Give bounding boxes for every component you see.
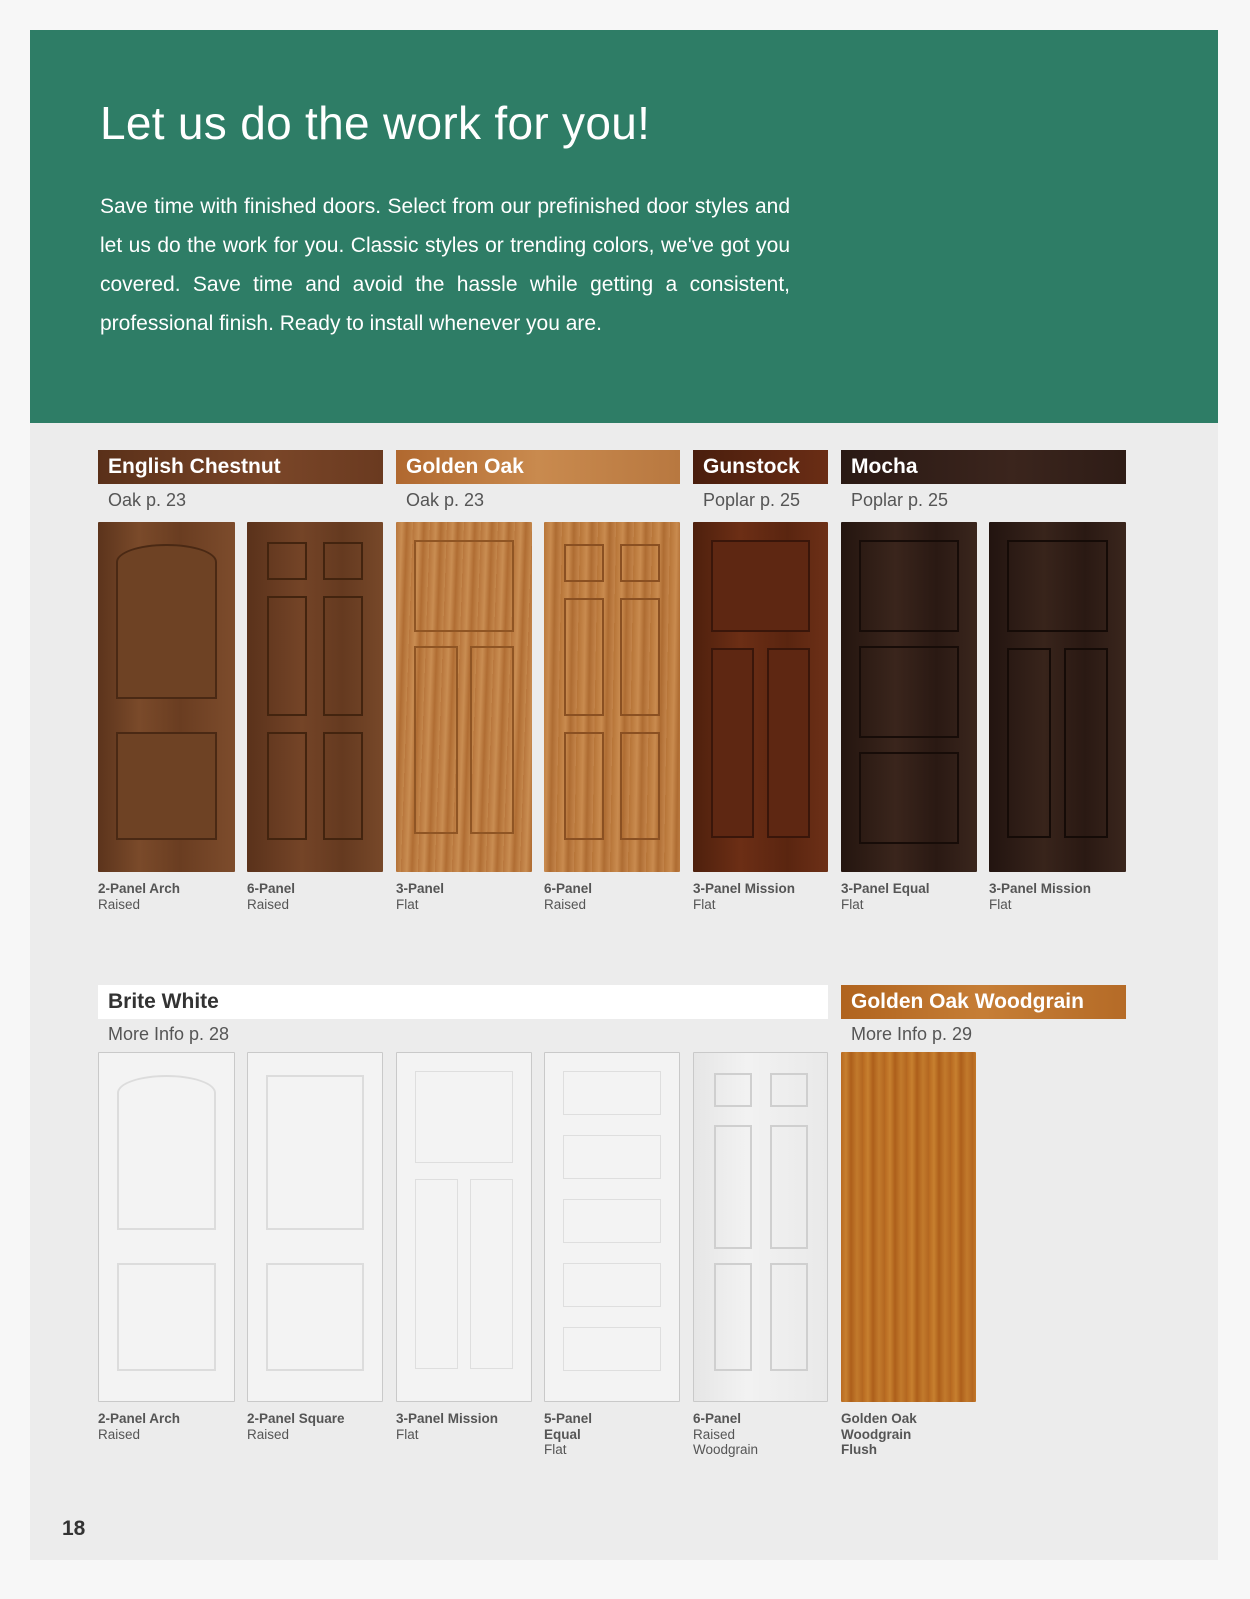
door-panel <box>620 732 660 840</box>
hero-banner <box>30 30 1218 423</box>
door-english-chestnut-6-panel <box>247 522 383 872</box>
finish-name: Golden Oak Woodgrain <box>851 990 1084 1013</box>
door-panel <box>711 540 810 632</box>
door-panel <box>770 1125 808 1249</box>
door-style: 3-Panel Mission <box>396 1411 499 1426</box>
door-brite-white-2-panel-arch <box>98 1052 235 1402</box>
door-detail: Flush <box>841 1442 877 1457</box>
door-panel <box>563 1199 661 1243</box>
door-panel <box>564 598 604 716</box>
door-detail: Raised <box>544 896 587 912</box>
door-detail: Raised <box>693 1426 736 1442</box>
door-panel <box>770 1263 808 1371</box>
door-golden-oak-3-panel <box>396 522 532 872</box>
door-panel <box>415 1179 458 1369</box>
door-panel <box>859 540 959 632</box>
door-style: 3-Panel Equal <box>841 881 930 896</box>
door-brite-white-3-panel-mission <box>396 1052 532 1402</box>
door-panel <box>1007 648 1051 838</box>
door-detail: Flat <box>693 896 716 912</box>
door-panel <box>563 1263 661 1307</box>
finish-header-golden-oak <box>396 450 680 484</box>
door-panel <box>267 732 307 840</box>
page-title: Let us do the work for you! <box>100 97 651 149</box>
door-detail: Flat <box>396 896 419 912</box>
door-panel <box>859 646 959 738</box>
door-panel <box>414 646 458 834</box>
finish-name: English Chestnut <box>108 455 281 478</box>
door-panel <box>770 1073 808 1107</box>
door-detail: Raised <box>98 1426 141 1442</box>
finish-subtitle: More Info p. 29 <box>851 1024 973 1044</box>
door-detail: Raised <box>247 896 290 912</box>
door-caption <box>544 881 592 912</box>
door-style: 3-Panel <box>396 881 445 896</box>
door-caption <box>98 1411 180 1442</box>
door-style: 6-Panel <box>247 881 296 896</box>
finish-name: Brite White <box>108 990 219 1013</box>
door-panel <box>564 732 604 840</box>
door-style: 2-Panel Arch <box>98 881 181 896</box>
finish-name: Golden Oak <box>406 455 524 478</box>
door-style: 3-Panel Mission <box>989 881 1092 896</box>
door-panel <box>117 1263 216 1371</box>
door-brite-white-5-panel-equal <box>544 1052 680 1402</box>
door-caption <box>247 1411 345 1442</box>
door-caption <box>693 1411 758 1458</box>
door-style: 3-Panel Mission <box>693 881 796 896</box>
finish-header-english-chestnut <box>98 450 383 484</box>
door-panel <box>116 732 217 840</box>
door-detail: Flat <box>396 1426 419 1442</box>
door-panel <box>767 648 810 838</box>
door-panel <box>564 544 604 582</box>
door-panel <box>470 646 514 834</box>
door-panel <box>323 542 363 580</box>
door-panel <box>1007 540 1108 632</box>
door-detail: Woodgrain <box>693 1442 759 1457</box>
door-panel <box>1064 648 1108 838</box>
door-panel <box>323 732 363 840</box>
door-english-chestnut-2-panel-arch <box>98 522 235 872</box>
door-brite-white-6-panel-woodgrain <box>693 1052 828 1402</box>
door-panel <box>470 1179 513 1369</box>
door-style: 2-Panel Square <box>247 1411 345 1426</box>
door-mocha-3-panel-equal <box>841 522 977 872</box>
door-panel <box>563 1327 661 1371</box>
door-panel <box>415 1071 513 1163</box>
door-panel <box>714 1073 752 1107</box>
door-detail: Woodgrain <box>841 1426 912 1442</box>
door-caption <box>98 881 180 912</box>
door-caption <box>693 881 795 912</box>
door-gunstock-3-panel-mission <box>693 522 828 872</box>
door-detail: Raised <box>98 896 141 912</box>
finish-header-mocha <box>841 450 1126 484</box>
door-detail: Flat <box>544 1442 567 1457</box>
finish-header-brite-white <box>98 985 828 1019</box>
door-panel <box>267 596 307 716</box>
finish-subtitle: Poplar p. 25 <box>703 490 801 510</box>
door-caption <box>841 1411 917 1458</box>
door-detail: Flat <box>989 896 1012 912</box>
door-panel <box>714 1125 752 1249</box>
door-caption <box>989 881 1091 912</box>
door-panel <box>711 648 754 838</box>
door-caption <box>544 1411 592 1458</box>
door-panel <box>563 1135 661 1179</box>
finish-subtitle: More Info p. 28 <box>108 1024 230 1044</box>
door-panel <box>266 1075 364 1230</box>
finish-subtitle: Poplar p. 25 <box>851 490 949 510</box>
door-panel <box>323 596 363 716</box>
door-golden-oak-6-panel <box>544 522 680 872</box>
finish-subtitle: Oak p. 23 <box>108 490 187 510</box>
door-style: 2-Panel Arch <box>98 1411 181 1426</box>
door-panel <box>714 1263 752 1371</box>
door-style: 5-Panel <box>544 1411 593 1426</box>
finish-name: Mocha <box>851 455 918 478</box>
door-panel <box>266 1263 364 1371</box>
door-panel <box>620 544 660 582</box>
finish-header-golden-oak-woodgrain <box>841 985 1126 1019</box>
door-caption <box>396 881 444 912</box>
door-panel <box>116 544 217 699</box>
page-number: 18 <box>62 1517 86 1540</box>
finish-header-gunstock <box>693 450 828 484</box>
door-detail: Equal <box>544 1426 581 1442</box>
door-detail: Flat <box>841 896 864 912</box>
door-panel <box>267 542 307 580</box>
door-panel <box>117 1075 216 1230</box>
door-style: 6-Panel <box>693 1411 742 1426</box>
door-golden-oak-woodgrain-flush <box>841 1052 976 1402</box>
door-panel <box>620 598 660 716</box>
door-style: Golden Oak <box>841 1411 917 1426</box>
door-panel <box>563 1071 661 1115</box>
door-detail: Raised <box>247 1426 290 1442</box>
door-caption <box>396 1411 498 1442</box>
door-mocha-3-panel-mission <box>989 522 1126 872</box>
door-panel <box>414 540 514 632</box>
door-brite-white-2-panel-square <box>247 1052 383 1402</box>
door-caption <box>841 881 930 912</box>
finish-name: Gunstock <box>703 455 800 478</box>
door-panel <box>859 752 959 844</box>
door-caption <box>247 881 295 912</box>
hero-body: Save time with finished doors. Select from our prefinished door styles and let us do the work for you. Classic styles or trending colors, we've got you covered. Save time and avoid the hassle while getting a consistent, professional finish. Ready to install whenever you are. <box>100 195 790 335</box>
door-style: 6-Panel <box>544 881 593 896</box>
finish-subtitle: Oak p. 23 <box>406 490 485 510</box>
